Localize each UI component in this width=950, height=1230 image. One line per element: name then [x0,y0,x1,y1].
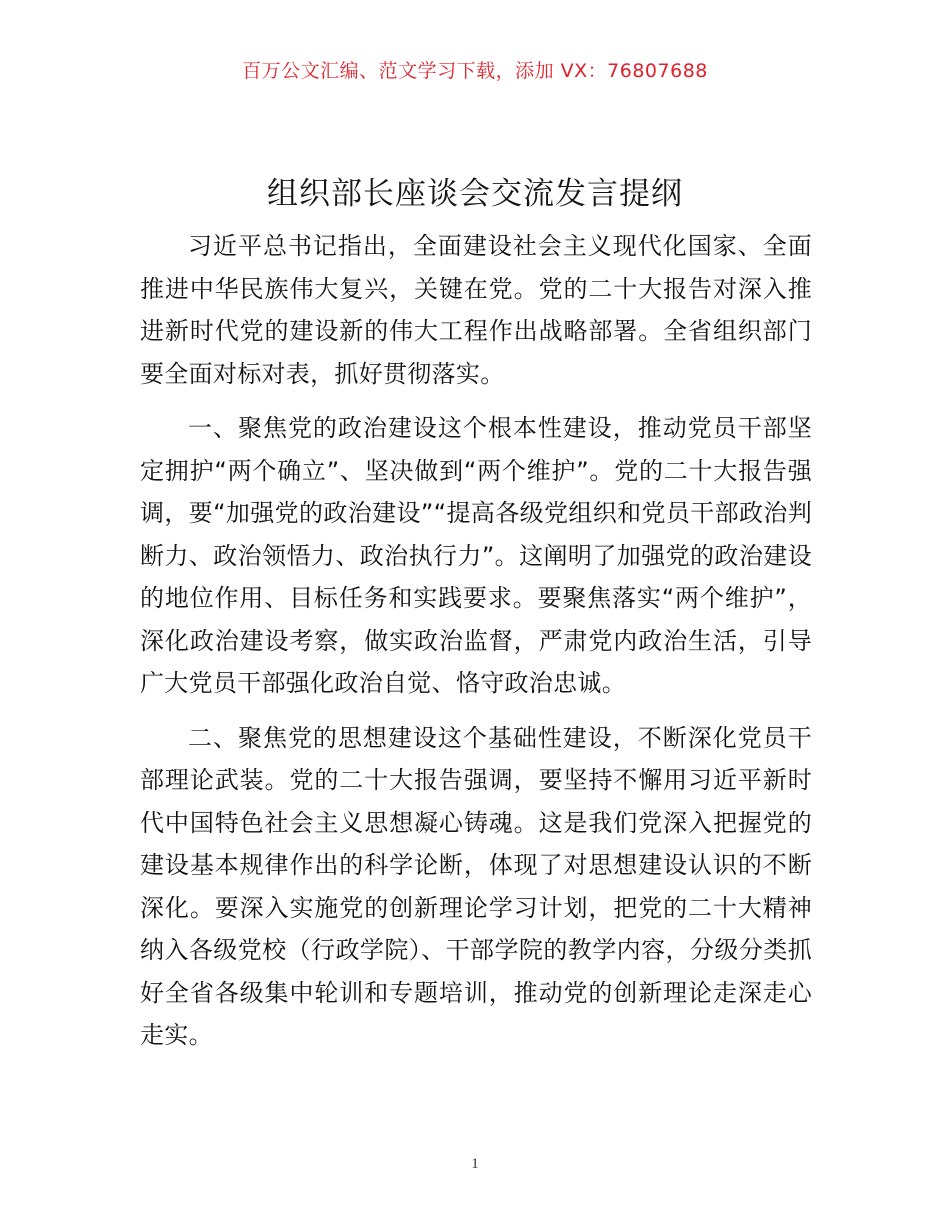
paragraph-political-building: 一、聚焦党的政治建设这个根本性建设，推动党员干部坚定拥护“两个确立”、坚决做到“两个维护”。党的二十大报告强调，要“加强党的政治建设”“提高各级党组织和党员干部政治判断力、政治领悟力、政治执行力”。这阐明了加强党的政治建设的地位作用、目标任务和实践要求。要聚焦落实“两个维护”，深化政治建设考察，做实政治监督，严肃党内政治生活，引导广大党员干部强化政治自觉、恪守政治忠诚。 [140,414,812,697]
document-title: 组织部长座谈会交流发言提纲 [267,176,683,212]
paragraph-intro: 习近平总书记指出，全面建设社会主义现代化国家、全面推进中华民族伟大复兴，关键在党。党的二十大报告对深入推进新时代党的建设新的伟大工程作出战略部署。全省组织部门要全面对标对表，抓好贯彻落实。 [140,232,812,388]
document-body [140,225,812,1069]
page-number: 1 [471,1156,479,1172]
paragraph-ideological-building: 二、聚焦党的思想建设这个基础性建设，不断深化党员干部理论武装。党的二十大报告强调，要坚持不懈用习近平新时代中国特色社会主义思想凝心铸魂。这是我们党深入把握党的建设基本规律作出的科学论断，体现了对思想建设认识的不断深化。要深入实施党的创新理论学习计划，把党的二十大精神纳入各级党校（行政学院）、干部学院的教学内容，分级分类抓好全省各级集中轮训和专题培训，推动党的创新理论走深走心走实。 [140,723,812,1049]
header-note: 百万公文汇编、范文学习下载，添加 VX：76807688 [242,60,708,82]
